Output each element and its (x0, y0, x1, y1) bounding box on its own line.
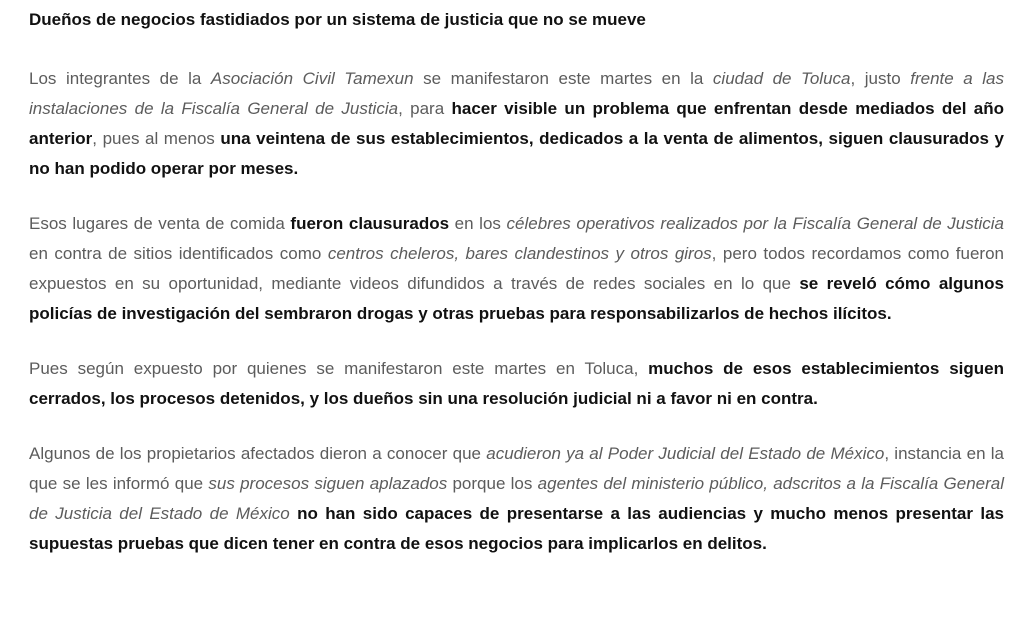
text-segment: , justo (850, 69, 911, 88)
text-segment-bold: una veintena de sus establecimientos, dedicados a la venta de alimentos, siguen clausurados y no han podido operar por meses. (29, 129, 1004, 178)
text-segment-bold: hacer visible un problema que enfrentan desde mediados del año anterior (29, 99, 1004, 148)
paragraph-1 (29, 64, 1004, 184)
text-segment-italic: célebres operativos realizados por la Fiscalía General de Justicia (506, 214, 1004, 233)
article-heading: Dueños de negocios fastidiados por un sistema de justicia que no se mueve (29, 10, 646, 29)
text-segment-italic: sus procesos siguen aplazados (208, 474, 448, 493)
text-segment: , pues al menos (92, 129, 221, 148)
text-segment-bold: fueron clausurados (290, 214, 450, 233)
paragraph-2 (29, 209, 1004, 329)
text-segment-bold: muchos de esos establecimientos siguen cerrados, los procesos detenidos, y los dueños sin una resolución judicial ni a favor ni en contra. (29, 359, 1004, 408)
text-segment: Algunos de los propietarios afectados dieron a conocer que (29, 444, 487, 463)
text-segment: , pero todos recordamos como fueron expuestos en su oportunidad, mediante videos difundidos a través de redes sociales en lo que (29, 244, 1004, 293)
text-segment: en los (449, 214, 507, 233)
text-segment-italic: ciudad de Toluca (712, 69, 851, 88)
text-segment-bold: no han sido capaces de presentarse a las audiencias y mucho menos presentar las supuestas pruebas que dicen tener en contra de esos negocios para implicarlos en delitos. (29, 504, 1004, 553)
text-segment: se manifestaron este martes en la (413, 69, 713, 88)
text-segment: , para (398, 99, 452, 118)
text-segment-bold: se reveló cómo algunos policías de investigación del sembraron drogas y otras pruebas para responsabilizarlos de hechos ilícitos. (29, 274, 1004, 323)
text-segment (290, 504, 297, 523)
text-segment: porque los (447, 474, 538, 493)
text-segment: Pues según expuesto por quienes se manifestaron este martes en Toluca, (29, 359, 649, 378)
paragraph-4 (29, 439, 1004, 559)
text-segment-italic: Asociación Civil Tamexun (210, 69, 414, 88)
text-segment-italic: agentes del ministerio público, adscritos a la Fiscalía General de Justicia del Estado de México (29, 474, 1004, 523)
text-segment: Esos lugares de venta de comida (29, 214, 291, 233)
text-segment-italic: acudieron ya al Poder Judicial del Estado de México (486, 444, 885, 463)
paragraph-3 (29, 354, 1004, 414)
text-segment-italic: centros cheleros, bares clandestinos y otros giros (327, 244, 712, 263)
text-segment: , instancia en la que se les informó que (29, 444, 1004, 493)
text-segment: Los integrantes de la (29, 69, 211, 88)
text-segment-italic: frente a las instalaciones de la Fiscalía General de Justicia (29, 69, 1004, 118)
text-segment: en contra de sitios identificados como (29, 244, 328, 263)
